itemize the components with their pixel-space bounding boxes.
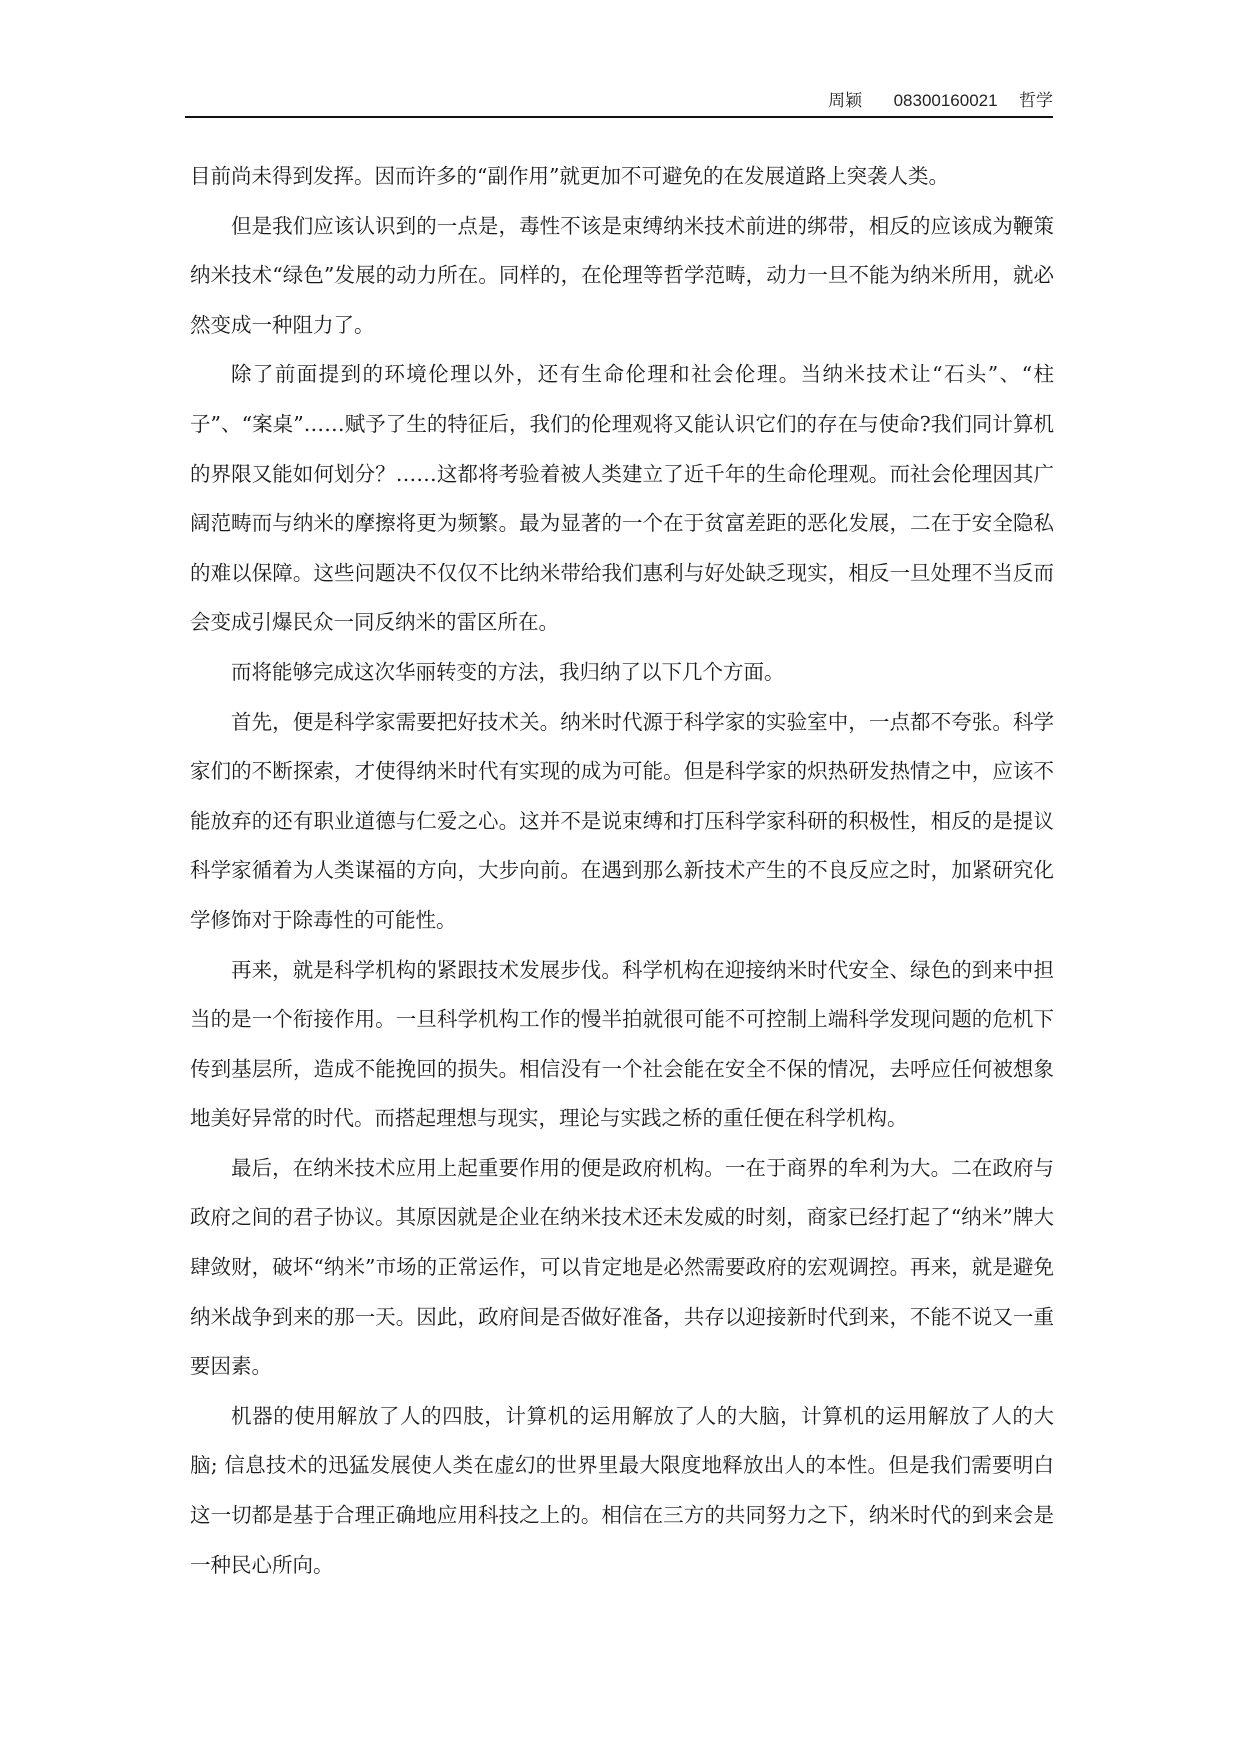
- paragraph: 机器的使用解放了人的四肢，计算机的运用解放了人的大脑，计算机的运用解放了人的大脑; 信息技术的迅猛发展使人类在虚幻的世界里最大限度地释放出人的本性。但是我们需要明白这一切都是基于合理正确地应用科技之上的。相信在三方的共同努力之下，纳米时代的到来会是一种民心所向。: [190, 1403, 1054, 1577]
- student-id: 08300160021: [893, 91, 998, 110]
- paragraph: 目前尚未得到发挥。因而许多的“副作用”就更加不可避免的在发展道路上突袭人类。: [190, 164, 949, 188]
- paragraph: 首先，便是科学家需要把好技术关。纳米时代源于科学家的实验室中，一点都不夸张。科学家们的不断探索，才使得纳米时代有实现的成为可能。但是科学家的炽热研发热情之中，应该不能放弃的还有职业道德与仁爱之心。这并不是说束缚和打压科学家科研的积极性，相反的是提议科学家循着为人类谋福的方向，大步向前。在遇到那么新技术产生的不良反应之时，加紧研究化学修饰对于除毒性的可能性。: [190, 709, 1054, 932]
- paragraph: 再来，就是科学机构的紧跟技术发展步伐。科学机构在迎接纳米时代安全、绿色的到来中担当的是一个衔接作用。一旦科学机构工作的慢半拍就很可能不可控制上端科学发现问题的危机下传到基层所，造成不能挽回的损失。相信没有一个社会能在安全不保的情况，去呼应任何被想象地美好异常的时代。而搭起理想与现实，理论与实践之桥的重任便在科学机构。: [190, 957, 1054, 1131]
- paragraph: 除了前面提到的环境伦理以外，还有生命伦理和社会伦理。当纳米技术让“石头”、“柱子”、“案桌”……赋予了生的特征后，我们的伦理观将又能认识它们的存在与使命?我们同计算机的界限又能如何划分？……这都将考验着被人类建立了近千年的生命伦理观。而社会伦理因其广阔范畴而与纳米的摩擦将更为频繁。最为显著的一个在于贫富差距的恶化发展，二在于安全隐私的难以保障。这些问题决不仅仅不比纳米带给我们惠利与好处缺乏现实，相反一旦处理不当反而会变成引爆民众一同反纳米的雷区所在。: [190, 362, 1054, 635]
- paragraph: 而将能够完成这次华丽转变的方法，我归纳了以下几个方面。: [231, 659, 785, 684]
- paragraph: 但是我们应该认识到的一点是，毒性不该是束缚纳米技术前进的绑带，相反的应该成为鞭策纳米技术“绿色”发展的动力所在。同样的，在伦理等哲学范畴，动力一旦不能为纳米所用，就必然变成一种阻力了。: [190, 213, 1054, 337]
- document-body: [190, 152, 1054, 1590]
- paragraph: 最后，在纳米技术应用上起重要作用的便是政府机构。一在于商界的牟利为大。二在政府与政府之间的君子协议。其原因就是企业在纳米技术还未发威的时刻，商家已经打起了“纳米”牌大肆敛财，破坏“纳米”市场的正常运作，可以肯定地是必然需要政府的宏观调控。再来，就是避免纳米战争到来的那一天。因此，政府间是否做好准备，共存以迎接新时代到来，不能不说又一重要因素。: [190, 1155, 1054, 1379]
- author-name: 周颖: [828, 91, 863, 111]
- subject-label: 哲学: [1019, 91, 1053, 111]
- page-header: [185, 86, 1053, 118]
